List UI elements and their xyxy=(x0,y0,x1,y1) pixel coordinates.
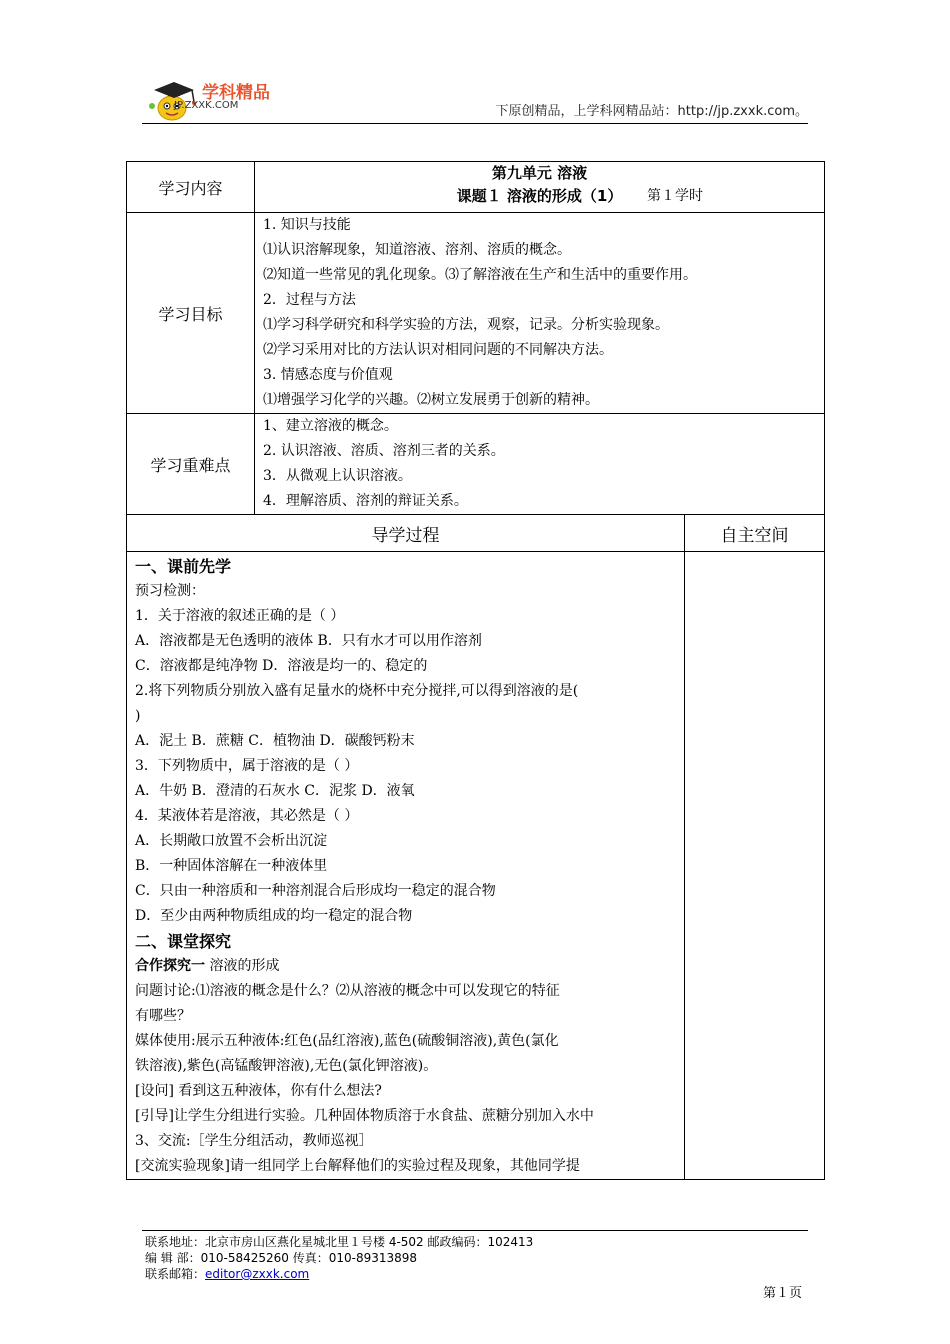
preview-line: A．长期敞口放置不会析出沉淀 xyxy=(135,833,328,849)
self-study-space-cell[interactable] xyxy=(685,552,825,1180)
preview-line: 2.将下列物质分别放入盛有足量水的烧杯中充分搅拌,可以得到溶液的是( xyxy=(135,683,579,699)
preview-line: A．溶液都是无色透明的液体 B．只有水才可以用作溶剂 xyxy=(135,633,482,649)
preview-label: 预习检测： xyxy=(135,583,205,599)
header-tagline: 下原创精品，上学科网精品站：http://jp.zxxk.com。 xyxy=(495,104,808,119)
preview-line: C．只由一种溶质和一种溶剂混合后形成均一稳定的混合物 xyxy=(135,883,496,899)
lesson-title-line xyxy=(255,184,824,208)
goal-line: ⑵学习采用对比的方法认识对相同问题的不同解决方法。 xyxy=(263,342,613,358)
key-points-cell xyxy=(255,414,825,515)
content-label: 学习内容 xyxy=(127,162,255,213)
footer-divider xyxy=(142,1230,808,1231)
key-point-line: 3．从微观上认识溶液。 xyxy=(263,468,412,484)
preview-line: D．至少由两种物质组成的均一稳定的混合物 xyxy=(135,908,413,924)
class-line: [设问] 看到这五种液体，你有什么想法? xyxy=(135,1083,382,1099)
section1-title: 一、课前先学 xyxy=(135,557,232,576)
class-line: 铁溶液),紫色(高锰酸钾溶液),无色(氯化钾溶液)。 xyxy=(135,1058,438,1074)
footer-email-link[interactable]: editor@zxxk.com xyxy=(205,1267,310,1281)
key-points-label: 学习重难点 xyxy=(127,414,255,515)
unit-title: 第九单元 溶液 xyxy=(491,164,588,182)
class-line: [引导]让学生分组进行实验。几种固体物质溶于水食盐、蔗糖分别加入水中 xyxy=(135,1108,594,1124)
coop-topic: 溶液的形成 xyxy=(205,958,280,974)
preview-line: 3．下列物质中，属于溶液的是（ ） xyxy=(135,758,359,774)
period-label: 第１学时 xyxy=(647,188,703,204)
footer-address: 联系地址：北京市房山区燕化星城北里１号楼 4-502 邮政编码：102413 xyxy=(145,1235,534,1249)
key-point-line: 4．理解溶质、溶剂的辩证关系。 xyxy=(263,493,468,509)
process-header: 导学过程 xyxy=(127,515,685,552)
preview-line: 1．关于溶液的叙述正确的是（ ） xyxy=(135,608,345,624)
section-header-row xyxy=(127,515,825,552)
lesson-title-cell xyxy=(255,162,825,213)
header-divider xyxy=(142,123,808,124)
footer-email-label: 联系邮箱： xyxy=(145,1267,206,1281)
goals-row xyxy=(127,213,825,414)
goal-line: ⑴增强学习化学的兴趣。⑵树立发展勇于创新的精神。 xyxy=(263,392,599,408)
goal-line: ⑴认识溶解现象，知道溶液、溶剂、溶质的概念。 xyxy=(263,242,571,258)
preview-line: B．一种固体溶解在一种液体里 xyxy=(135,858,328,874)
goals-cell xyxy=(255,213,825,414)
goal-line: ⑴学习科学研究和科学实验的方法，观察，记录。分析实验现象。 xyxy=(263,317,669,333)
page-footer xyxy=(145,1234,533,1282)
class-line: 3、交流:［学生分组活动，教师巡视］ xyxy=(135,1133,373,1149)
class-line: 有哪些？ xyxy=(135,1008,191,1024)
footer-phone: 编 辑 部：010-58425260 传真：010-89313898 xyxy=(145,1251,418,1265)
class-line: [交流实验现象]请一组同学上台解释他们的实验过程及现象，其他同学提 xyxy=(135,1158,580,1174)
goal-line: 3. 情感态度与价值观 xyxy=(263,367,393,383)
logo-brand-text: 学科精品 xyxy=(202,83,270,103)
space-header: 自主空间 xyxy=(685,515,825,552)
content-row xyxy=(127,162,825,213)
goals-label: 学习目标 xyxy=(127,213,255,414)
page-header xyxy=(142,76,808,124)
class-line: 问题讨论:⑴溶液的概念是什么？⑵从溶液的概念中可以发现它的特征 xyxy=(135,983,560,999)
process-row xyxy=(127,552,825,1180)
zxxk-logo xyxy=(144,76,294,124)
preview-line: ) xyxy=(135,708,141,724)
process-cell xyxy=(127,552,685,1180)
goal-line: ⑵知道一些常见的乳化现象。⑶了解溶液在生产和生活中的重要作用。 xyxy=(263,267,697,283)
key-point-line: 1、建立溶液的概念。 xyxy=(263,418,398,434)
key-point-line: 2. 认识溶液、溶质、溶剂三者的关系。 xyxy=(263,443,505,459)
preview-line: C．溶液都是纯净物 D．溶液是均一的、稳定的 xyxy=(135,658,428,674)
class-line: 媒体使用:展示五种液体:红色(品红溶液),蓝色(硫酸铜溶液),黄色(氯化 xyxy=(135,1033,559,1049)
logo-domain-text: JP.ZXXK.COM xyxy=(174,100,239,111)
preview-line: 4．某液体若是溶液，其必然是（ ） xyxy=(135,808,359,824)
key-points-row xyxy=(127,414,825,515)
preview-line: A．泥土 B．蔗糖 C．植物油 D．碳酸钙粉末 xyxy=(135,733,415,749)
lesson-plan-table xyxy=(126,161,825,1180)
coop-heading xyxy=(135,954,684,979)
goal-line: 2．过程与方法 xyxy=(263,292,356,308)
goal-line: 1. 知识与技能 xyxy=(263,217,351,233)
section2-title: 二、课堂探究 xyxy=(135,932,232,951)
coop-label: 合作探究一 xyxy=(135,958,205,974)
footer-email-line xyxy=(145,1266,533,1282)
lesson-title: 课题１ 溶液的形成（1） xyxy=(456,187,623,205)
page-number: 第１页 xyxy=(763,1286,803,1301)
preview-line: A．牛奶 B．澄清的石灰水 C．泥浆 D．液氧 xyxy=(135,783,415,799)
